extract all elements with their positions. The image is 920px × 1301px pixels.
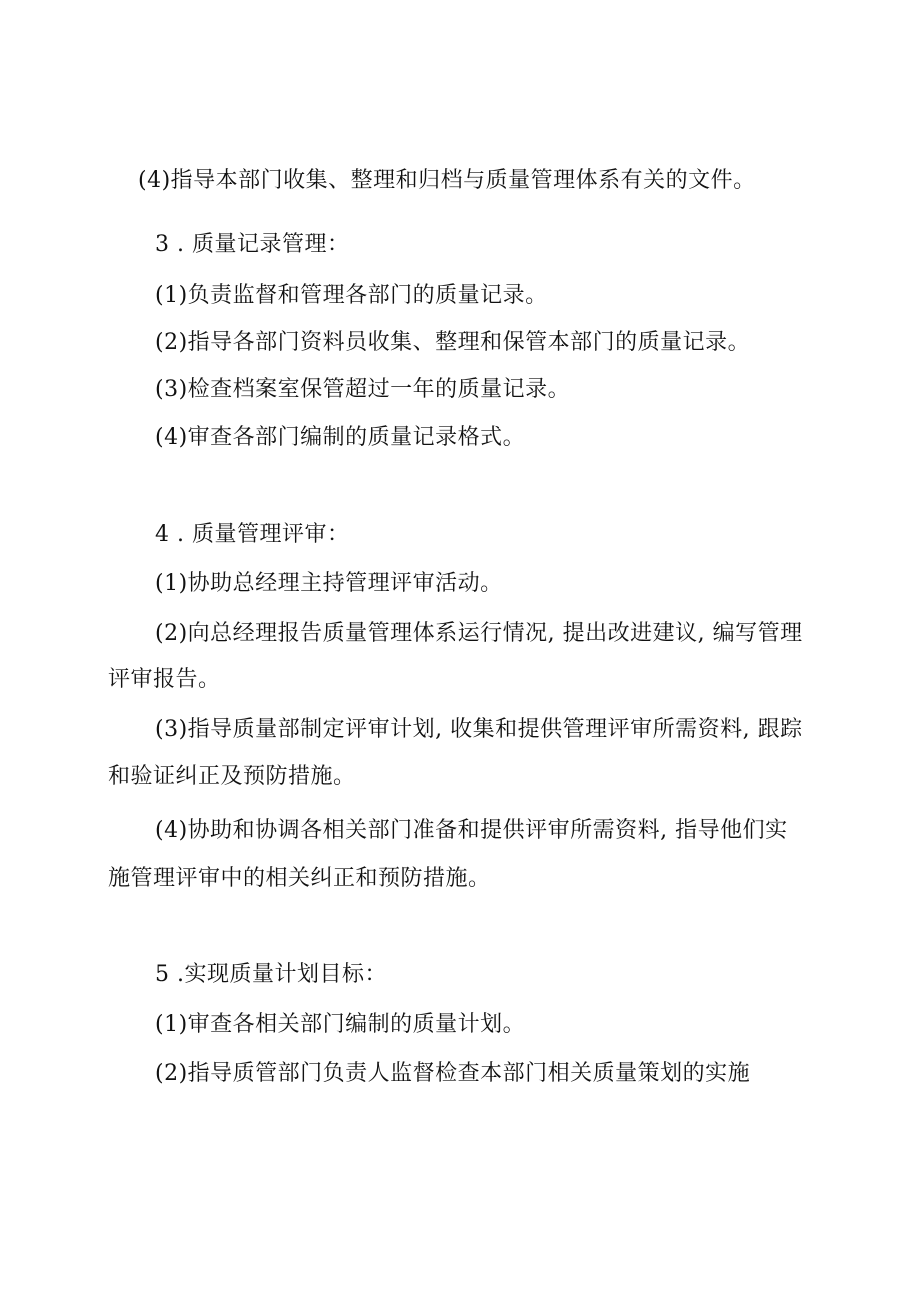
paragraph-line: (1)负责监督和管理各部门的质量记录。	[155, 283, 548, 308]
paragraph-line: 评审报告。	[108, 667, 221, 692]
paragraph-line: (3)指导质量部制定评审计划, 收集和提供管理评审所需资料, 跟踪	[155, 717, 803, 742]
section-heading: 3 . 质量记录管理：	[155, 232, 350, 257]
paragraph-line: 和验证纠正及预防措施。	[108, 764, 356, 789]
section-heading: 5 .实现质量计划目标：	[155, 962, 387, 987]
paragraph-line: (2)向总经理报告质量管理体系运行情况, 提出改进建议, 编写管理	[155, 621, 803, 646]
paragraph-line: 施管理评审中的相关纠正和预防措施。	[108, 866, 491, 891]
paragraph-line: (1)协助总经理主持管理评审活动。	[155, 571, 503, 596]
paragraph-line: (1)审查各相关部门编制的质量计划。	[155, 1012, 526, 1037]
paragraph-line: (4)协助和协调各相关部门准备和提供评审所需资料, 指导他们实	[155, 818, 788, 843]
paragraph-line: (4)审查各部门编制的质量记录格式。	[155, 425, 526, 450]
paragraph-line: (2)指导各部门资料员收集、整理和保管本部门的质量记录。	[155, 330, 751, 355]
section-heading: 4 . 质量管理评审：	[155, 522, 350, 547]
paragraph-line: (4)指导本部门收集、整理和归档与质量管理体系有关的文件。	[138, 168, 756, 193]
paragraph-line: (2)指导质管部门负责人监督检查本部门相关质量策划的实施	[155, 1061, 751, 1086]
paragraph-line: (3)检查档案室保管超过一年的质量记录。	[155, 377, 571, 402]
